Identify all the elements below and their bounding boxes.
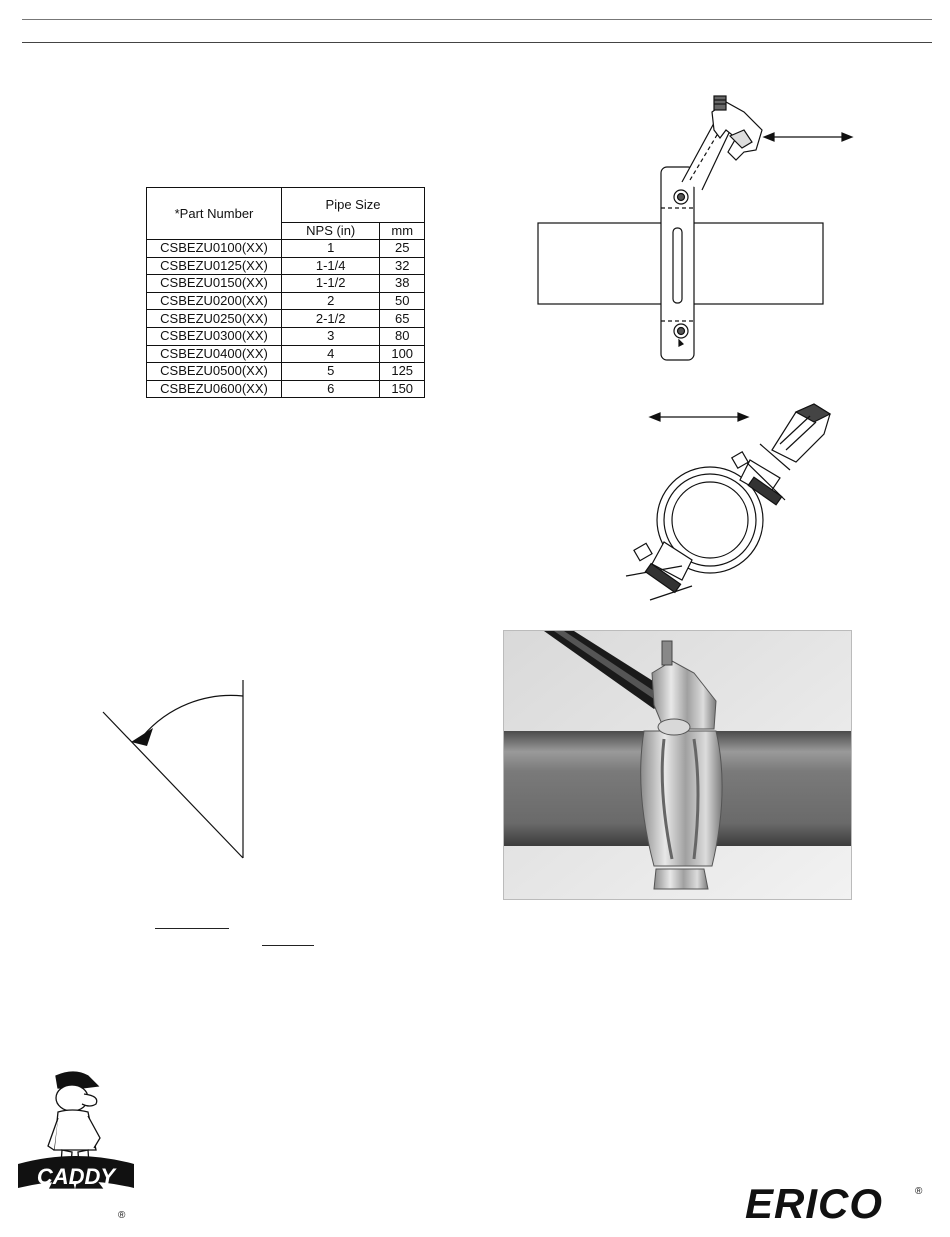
- part-number-table: [146, 187, 425, 398]
- part-number-cell: CSBEZU0500(XX): [147, 363, 282, 381]
- part-number-cell: CSBEZU0300(XX): [147, 327, 282, 345]
- table-row: [147, 363, 425, 381]
- part-number-cell: CSBEZU0250(XX): [147, 310, 282, 328]
- table-row: [147, 257, 425, 275]
- hanger-side-view-diagram: [530, 90, 860, 370]
- hanger-end-view-diagram: [600, 390, 850, 610]
- nps-cell: 4: [282, 345, 380, 363]
- part-number-cell: CSBEZU0600(XX): [147, 380, 282, 398]
- rotation-angle-diagram: [95, 680, 255, 865]
- mm-cell: 150: [380, 380, 425, 398]
- header-part-number: *Part Number: [147, 188, 282, 240]
- table-row: [147, 380, 425, 398]
- nps-cell: 2: [282, 292, 380, 310]
- erico-registered-mark: ®: [915, 1186, 923, 1197]
- erico-logo: [745, 1178, 935, 1226]
- mm-cell: 80: [380, 327, 425, 345]
- caddy-logo-text: CADDY: [36, 1164, 116, 1189]
- part-number-cell: CSBEZU0400(XX): [147, 345, 282, 363]
- mm-cell: 25: [380, 240, 425, 258]
- mm-cell: 32: [380, 257, 425, 275]
- caddy-logo: [14, 1068, 138, 1222]
- part-number-cell: CSBEZU0100(XX): [147, 240, 282, 258]
- nps-cell: 2-1/2: [282, 310, 380, 328]
- mm-cell: 65: [380, 310, 425, 328]
- erico-logo-text: ERICO: [745, 1180, 884, 1226]
- header-nps: NPS (in): [282, 223, 380, 240]
- caddy-registered-mark: ®: [118, 1210, 126, 1221]
- nps-cell: 6: [282, 380, 380, 398]
- hanger-installed-photo: [503, 630, 852, 900]
- header-rule-bottom: [22, 42, 932, 43]
- nps-cell: 3: [282, 327, 380, 345]
- underline-mark-1: [155, 928, 229, 929]
- mm-cell: 100: [380, 345, 425, 363]
- table-row: [147, 292, 425, 310]
- table-row: [147, 240, 425, 258]
- nps-cell: 1-1/4: [282, 257, 380, 275]
- header-pipe-size: Pipe Size: [282, 188, 425, 223]
- underline-mark-2: [262, 945, 314, 946]
- part-number-cell: CSBEZU0150(XX): [147, 275, 282, 293]
- angle-arrow-icon: [131, 728, 153, 746]
- photo-illustration: [504, 631, 852, 900]
- table-row: [147, 345, 425, 363]
- nps-cell: 5: [282, 363, 380, 381]
- mm-cell: 38: [380, 275, 425, 293]
- table-row: [147, 275, 425, 293]
- table-row: [147, 310, 425, 328]
- mm-cell: 50: [380, 292, 425, 310]
- table-row: [147, 327, 425, 345]
- part-number-cell: CSBEZU0125(XX): [147, 257, 282, 275]
- mm-cell: 125: [380, 363, 425, 381]
- nps-cell: 1: [282, 240, 380, 258]
- part-number-cell: CSBEZU0200(XX): [147, 292, 282, 310]
- header-mm: mm: [380, 223, 425, 240]
- nps-cell: 1-1/2: [282, 275, 380, 293]
- header-rule-top: [22, 19, 932, 20]
